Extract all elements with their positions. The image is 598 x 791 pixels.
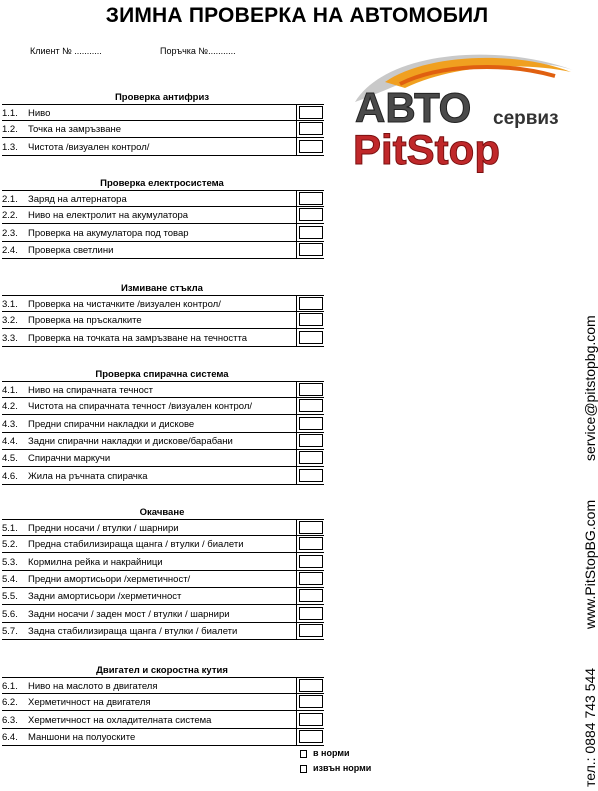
column-divider	[296, 397, 297, 415]
checklist-row	[2, 623, 324, 640]
row-number: 3.1.	[2, 299, 18, 310]
row-label: Чистота /визуален контрол/	[28, 141, 150, 153]
status-checkbox[interactable]	[299, 106, 323, 119]
row-number: 5.3.	[2, 556, 18, 568]
column-divider	[296, 415, 297, 433]
status-checkbox[interactable]	[299, 399, 323, 412]
status-checkbox[interactable]	[299, 521, 323, 534]
row-label: Проверка на пръскалките	[28, 315, 142, 327]
status-checkbox[interactable]	[299, 331, 323, 344]
row-label: Задни носачи / заден мост / втулки / шарнири	[28, 608, 230, 620]
legend-not-ok-label: извън норми	[313, 763, 372, 773]
checklist-row	[2, 433, 324, 450]
row-label: Проверка светлини	[28, 244, 114, 256]
legend-ok	[300, 748, 350, 758]
contact-email: service@pitstopbg.com	[582, 315, 598, 461]
status-checkbox[interactable]	[299, 383, 323, 396]
column-divider	[296, 535, 297, 553]
section-title: Проверка антифриз	[114, 92, 210, 103]
status-checkbox[interactable]	[299, 679, 323, 692]
checklist-row	[2, 606, 324, 623]
checklist-row	[2, 330, 324, 347]
row-number: 4.2.	[2, 401, 18, 413]
row-label: Задни амортисьори /херметичност	[28, 591, 182, 603]
status-checkbox[interactable]	[299, 537, 323, 550]
row-number: 4.6.	[2, 470, 18, 482]
row-label: Предни спирачни накладки и дискове	[28, 418, 195, 430]
column-divider	[296, 432, 297, 450]
checklist-row	[2, 416, 324, 433]
column-divider	[296, 570, 297, 588]
checkbox-icon	[300, 765, 307, 773]
status-checkbox[interactable]	[299, 469, 323, 482]
checklist-row	[2, 536, 324, 553]
checklist-row	[2, 242, 324, 259]
checklist-row	[2, 381, 324, 398]
legend-ok-label: в норми	[313, 748, 350, 758]
row-number: 2.3.	[2, 227, 18, 239]
status-checkbox[interactable]	[299, 122, 323, 135]
column-divider	[296, 120, 297, 138]
status-checkbox[interactable]	[299, 226, 323, 239]
row-label: Проверка на точката на замръзване на течността	[28, 332, 248, 344]
checklist-row	[2, 712, 324, 729]
row-label: Жила на ръчната спирачка	[28, 470, 148, 482]
contact-web: www.PitStopBG.com	[582, 499, 598, 630]
row-label: Херметичност на двигателя	[28, 697, 151, 709]
status-checkbox[interactable]	[299, 417, 323, 430]
checklist-row	[2, 398, 324, 415]
checklist-row	[2, 468, 324, 485]
checklist-row	[2, 677, 324, 694]
row-label: Ниво на маслото в двигателя	[28, 681, 158, 692]
row-label: Ниво на спирачната течност	[28, 385, 153, 396]
row-number: 3.2.	[2, 315, 18, 327]
column-divider	[296, 519, 297, 536]
status-checkbox[interactable]	[299, 730, 323, 743]
column-divider	[296, 693, 297, 711]
column-divider	[296, 677, 297, 694]
column-divider	[296, 622, 297, 640]
checklist-row	[2, 450, 324, 467]
checklist-row	[2, 225, 324, 242]
logo-word-pitstop: PitStop	[353, 126, 500, 173]
checklist-row	[2, 139, 324, 156]
status-checkbox[interactable]	[299, 713, 323, 726]
section-title: Измиване стъкла	[121, 283, 203, 294]
row-label: Чистота на спирачната течност /визуален контрол/	[28, 401, 253, 413]
logo-word-servis: сервиз	[493, 108, 559, 129]
contact-strip	[582, 280, 598, 787]
status-checkbox[interactable]	[299, 589, 323, 602]
row-label: Точка на замръзване	[28, 124, 122, 136]
column-divider	[296, 190, 297, 207]
row-number: 4.1.	[2, 385, 18, 396]
column-divider	[296, 241, 297, 259]
row-number: 6.2.	[2, 697, 18, 709]
row-label: Спирачни маркучи	[28, 453, 111, 465]
row-number: 2.2.	[2, 210, 18, 222]
section-title: Двигател и скоростна кутия	[96, 665, 228, 676]
checklist-row	[2, 729, 324, 746]
row-label: Заряд на алтернатора	[28, 194, 127, 205]
row-number: 6.3.	[2, 714, 18, 726]
row-number: 5.2.	[2, 539, 18, 551]
checklist-row	[2, 554, 324, 571]
row-number: 6.1.	[2, 681, 18, 692]
column-divider	[296, 224, 297, 242]
row-label: Предна стабилизираща щанга / втулки / биалети	[28, 539, 244, 551]
status-checkbox[interactable]	[299, 572, 323, 585]
checklist-row	[2, 295, 324, 312]
row-label: Херметичност на охладителната система	[28, 714, 212, 726]
column-divider	[296, 553, 297, 571]
checklist-row	[2, 588, 324, 605]
row-label: Предни носачи / втулки / шарнири	[28, 523, 179, 534]
column-divider	[296, 467, 297, 485]
row-label: Задни спирачни накладки и дискове/барабани	[28, 435, 233, 447]
column-divider	[296, 587, 297, 605]
column-divider	[296, 605, 297, 623]
row-number: 6.4.	[2, 731, 18, 743]
row-number: 4.5.	[2, 453, 18, 465]
checkbox-icon	[300, 750, 307, 758]
checklist-row	[2, 694, 324, 711]
row-label: Проверка на акумулатора под товар	[28, 227, 189, 239]
checklist-row	[2, 312, 324, 329]
row-number: 2.4.	[2, 244, 18, 256]
checklist-row	[2, 121, 324, 138]
checklist-row	[2, 207, 324, 224]
status-checkbox[interactable]	[299, 208, 323, 221]
status-checkbox[interactable]	[299, 297, 323, 310]
page-title: ЗИМНА ПРОВЕРКА НА АВТОМОБИЛ	[105, 4, 489, 27]
row-label: Задна стабилизираща щанга / втулки / биалети	[28, 625, 238, 637]
row-number: 3.3.	[2, 332, 18, 344]
status-checkbox[interactable]	[299, 192, 323, 205]
row-label: Ниво	[28, 108, 51, 119]
order-number-field: Поръчка №...........	[160, 46, 236, 56]
status-checkbox[interactable]	[299, 243, 323, 256]
column-divider	[296, 206, 297, 224]
column-divider	[296, 329, 297, 347]
row-label: Ниво на електролит на акумулатора	[28, 210, 189, 222]
column-divider	[296, 711, 297, 729]
row-number: 5.5.	[2, 591, 18, 603]
row-label: Кормилна рейка и накрайници	[28, 556, 163, 568]
row-number: 4.3.	[2, 418, 18, 430]
pitstop-logo	[345, 42, 577, 173]
status-checkbox[interactable]	[299, 555, 323, 568]
checklist-row	[2, 190, 324, 207]
column-divider	[296, 449, 297, 467]
row-number: 5.6.	[2, 608, 18, 620]
status-checkbox[interactable]	[299, 313, 323, 326]
row-number: 5.4.	[2, 573, 18, 585]
logo-word-avto: АВТО	[355, 84, 472, 131]
row-number: 4.4.	[2, 435, 18, 447]
row-label: Проверка на чистачките /визуален контрол/	[28, 299, 221, 310]
client-number-field: Клиент № ...........	[30, 46, 102, 56]
row-number: 1.1.	[2, 108, 18, 119]
section-title: Проверка спирачна система	[95, 369, 229, 380]
row-number: 2.1.	[2, 194, 18, 205]
section-title: Окачване	[139, 507, 185, 518]
status-checkbox[interactable]	[299, 607, 323, 620]
status-checkbox[interactable]	[299, 624, 323, 637]
status-checkbox[interactable]	[299, 434, 323, 447]
row-number: 1.2.	[2, 124, 18, 136]
column-divider	[296, 104, 297, 121]
column-divider	[296, 728, 297, 746]
column-divider	[296, 311, 297, 329]
status-checkbox[interactable]	[299, 140, 323, 153]
status-checkbox[interactable]	[299, 695, 323, 708]
checklist-row	[2, 571, 324, 588]
column-divider	[296, 138, 297, 156]
column-divider	[296, 381, 297, 398]
checklist-row	[2, 519, 324, 536]
row-label: Предни амортисьори /херметичност/	[28, 573, 191, 585]
row-number: 1.3.	[2, 141, 18, 153]
legend-not-ok	[300, 763, 371, 773]
status-checkbox[interactable]	[299, 451, 323, 464]
row-number: 5.7.	[2, 625, 18, 637]
checklist-row	[2, 104, 324, 121]
row-number: 5.1.	[2, 523, 18, 534]
contact-phone: тел.: 0884 743 544	[582, 667, 598, 787]
row-label: Маншони на полуоските	[28, 731, 136, 743]
section-title: Проверка електросистема	[100, 178, 224, 189]
column-divider	[296, 295, 297, 312]
